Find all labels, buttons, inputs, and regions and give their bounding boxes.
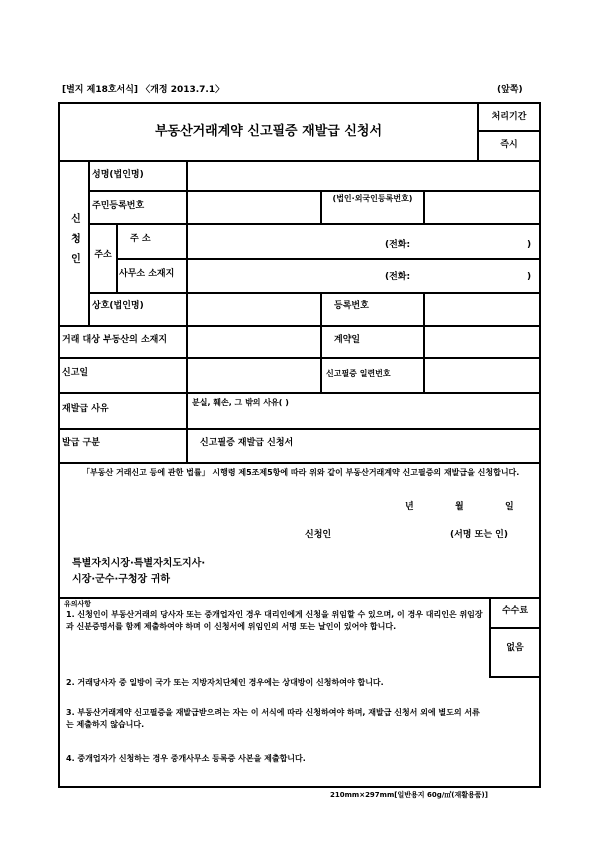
page-label: (앞쪽) [497, 85, 523, 95]
footer: 210mm×297mm[일반용지 60g/㎡(재활용품)] [330, 791, 488, 799]
addr-label: 주 소 [130, 234, 151, 244]
date-day: 일 [505, 502, 514, 512]
reason-text: 신고필증 재발급 신청서 [200, 438, 294, 448]
contract-field[interactable] [425, 327, 539, 357]
property-field[interactable] [188, 327, 320, 357]
form-number: [별지 제18호서식] 〈개정 2013.7.1〉 [62, 85, 225, 95]
note-2: 2. 거래당사자 중 일방이 국가 또는 지방자치단체인 경우에는 상대방이 신청하여야 합니다. [66, 678, 384, 687]
notes-title: 유의사항 [64, 600, 92, 608]
addressee-line2: 시장·군수·구청장 귀하 [72, 574, 171, 585]
property-label: 거래 대상 부동산의 소재지 [62, 335, 168, 345]
idno-label: 주민등록번호 [92, 201, 145, 211]
addressee-line1: 특별자치시장·특별자치도지사· [72, 558, 206, 569]
idno2-field[interactable] [425, 192, 539, 223]
date-year: 년 [405, 502, 414, 512]
idno-field[interactable] [188, 192, 320, 223]
note-4: 4. 중개업자가 신청하는 경우 중개사무소 등록증 사본을 제출합니다. [66, 754, 306, 763]
reason-label: 발급 구분 [62, 438, 100, 448]
biz-label: 상호(법인명) [92, 301, 144, 311]
reg-field[interactable] [425, 294, 539, 325]
reg-label: 등록번호 [334, 301, 369, 311]
biz-field[interactable] [188, 294, 320, 325]
addr-group-label: 주소 [94, 250, 112, 260]
statement: 「부동산 거래신고 등에 관한 법률」 시행령 제5조제5항에 따라 위와 같이 부동산거래계약 신고필증의 재발급을 신청합니다. [82, 468, 520, 477]
addr-phone: (전화: [385, 240, 411, 250]
office-field[interactable] [188, 260, 539, 292]
date-field[interactable] [188, 359, 320, 392]
reissue-text: 분실, 훼손, 그 밖의 사유( ) [192, 398, 289, 407]
note-1: 1. 신청인이 부동산거래의 당사자 또는 중개업자인 경우 대리인에게 신청을 위임할 수 있으며, 이 경우 대리인은 위임장과 신분증명서를 함께 제출하여야 하며 이 신청서에 위임인의 서명 또는 날인이 있어야 합니다. [66, 610, 483, 631]
idno2-label: (법인·외국인등록번호) [332, 194, 413, 203]
addr-field[interactable] [188, 225, 539, 258]
name-label: 성명(법인명) [92, 170, 144, 180]
form-title: 부동산거래계약 신고필증 재발급 신청서 [154, 124, 383, 139]
date-label: 신고일 [62, 368, 89, 378]
fee-value: 없음 [506, 643, 524, 653]
office-label: 사무소 소재지 [119, 269, 175, 279]
contract-label: 계약일 [334, 335, 361, 345]
processing-label: 처리기간 [491, 112, 527, 122]
reissue-label: 재발급 사유 [62, 404, 109, 414]
processing-value: 즉시 [500, 140, 518, 150]
office-phone: (전화: [385, 272, 411, 282]
date-month: 월 [455, 502, 464, 512]
signer-label: 신청인 [305, 530, 332, 540]
receipt-label: 신고필증 일련번호 [326, 369, 391, 378]
fee-label: 수수료 [501, 606, 529, 616]
note-3: 3. 부동산거래계약 신고필증을 재발급받으려는 자는 이 서식에 따라 신청하여야 하며, 재발급 신청서 외에 별도의 서류는 제출하지 않습니다. [66, 708, 480, 729]
name-field[interactable] [188, 162, 539, 190]
sign-mark[interactable]: (서명 또는 인) [450, 530, 508, 540]
applicant-section-label: 신청인 [68, 212, 80, 273]
